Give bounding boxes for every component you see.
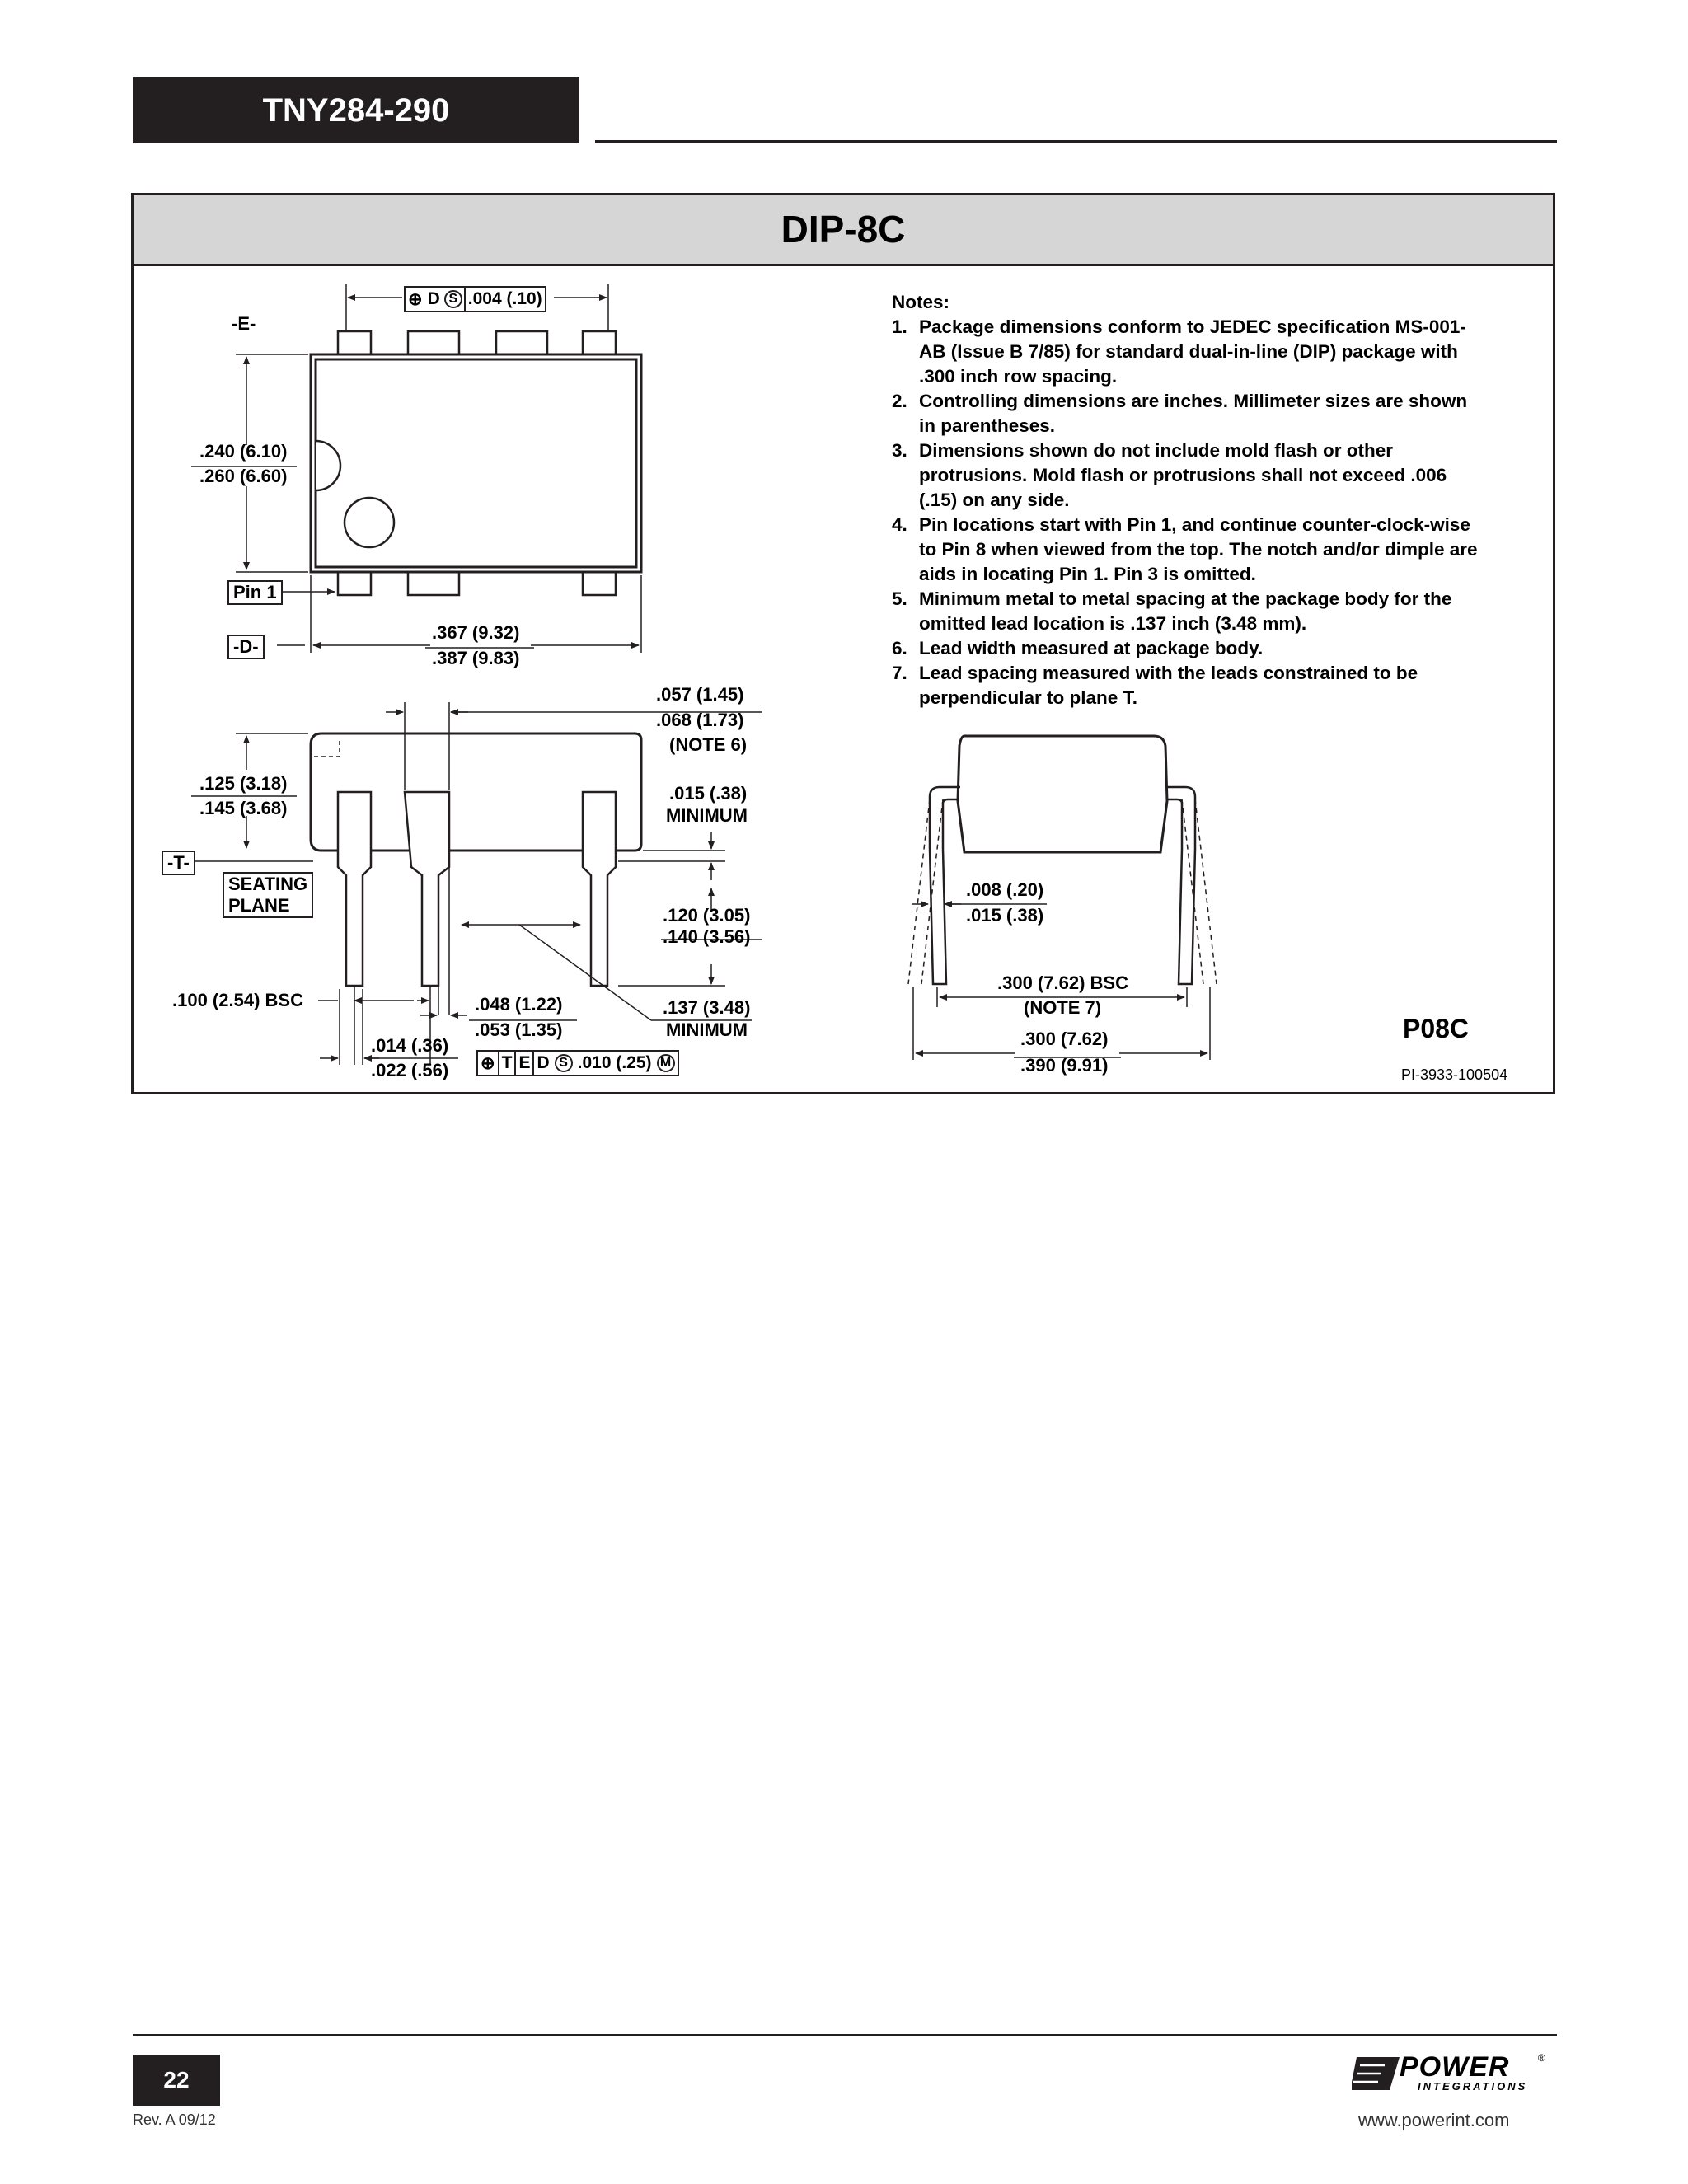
notes-list <box>892 315 1485 710</box>
position-tolerance-icon: ⊕ <box>481 1053 495 1073</box>
note-item: 1. Package dimensions conform to JEDEC specification MS-001-AB (Issue B 7/85) for standard dual-in-line (DIP) package with .300 inch row spacing. <box>892 316 1466 387</box>
lead-width-min-label: .057 (1.45) <box>656 684 744 705</box>
length-min-label: .367 (9.32) <box>432 622 520 643</box>
note-item: 7. Lead spacing measured with the leads constrained to be perpendicular to plane T. <box>892 663 1418 708</box>
row-spacing-label: .300 (7.62) BSC <box>997 972 1128 993</box>
power-integrations-logo <box>1352 2052 1550 2095</box>
position-tolerance-icon: ⊕ <box>408 289 423 309</box>
width-min-label: .240 (6.10) <box>199 441 288 462</box>
gap-min-label: .137 (3.48) <box>663 997 751 1018</box>
row-spacing-note-label: (NOTE 7) <box>1024 997 1102 1018</box>
datum-d-label: -D- <box>227 635 265 659</box>
logo-registered-mark: ® <box>1538 2052 1545 2064</box>
document-title: TNY284-290 <box>262 92 450 129</box>
fcf-datum-t: T <box>498 1052 515 1075</box>
fcf-datum-e: E <box>514 1052 532 1075</box>
note-item: 3. Dimensions shown do not include mold flash or other protrusions. Mold flash or protrusions shall not exceed .006 (.15) on any side. <box>892 440 1447 510</box>
note-item: 5. Minimum metal to metal spacing at the package body for the omitted lead location is .137 inch (3.48 mm). <box>892 588 1452 634</box>
fcf-modifier-m: M <box>654 1052 678 1075</box>
fcf-tolerance: .010 (.25) <box>577 1053 652 1072</box>
standoff-min-label: .015 (.38) <box>669 783 748 804</box>
note-item: 4. Pin locations start with Pin 1, and continue counter-clock-wise to Pin 8 when viewed from the top. The notch and/or dimple are aids in locating Pin 1. Pin 3 is omitted. <box>892 514 1478 584</box>
datum-e-label: -E- <box>232 313 256 334</box>
length-max-label: .387 (9.83) <box>432 648 520 668</box>
lead-length-max-label: .140 (3.56) <box>663 926 751 947</box>
note-item: 6. Lead width measured at package body. <box>892 638 1264 658</box>
notes-heading: Notes: <box>892 292 950 312</box>
body-height-max-label: .145 (3.68) <box>199 798 288 818</box>
fcf-tolerance: .004 (.10) <box>464 288 545 311</box>
pitch-label: .100 (2.54) BSC <box>172 990 303 1010</box>
lead-length-min-label: .120 (3.05) <box>663 905 751 926</box>
website-url: www.powerint.com <box>1358 2110 1510 2130</box>
package-title: DIP-8C <box>781 208 906 251</box>
thickness-max-label: .015 (.38) <box>966 905 1044 926</box>
datum-t-label: -T- <box>162 851 195 875</box>
body-height-min-label: .125 (3.18) <box>199 773 288 794</box>
footer-rule <box>133 2034 1557 2036</box>
top-feature-control-frame <box>404 286 546 312</box>
drawing-reference: PI-3933-100504 <box>1401 1066 1508 1083</box>
notes-block <box>892 290 1485 710</box>
lead-diameter-max-label: .022 (.56) <box>371 1060 449 1080</box>
width-max-label: .260 (6.60) <box>199 466 288 486</box>
pin1-label: Pin 1 <box>227 580 283 605</box>
fcf-datum-d: D <box>427 289 440 308</box>
lead-width-max-label: .068 (1.73) <box>656 710 744 730</box>
span-min-label: .300 (7.62) <box>1020 1029 1109 1049</box>
span-max-label: .390 (9.91) <box>1020 1055 1109 1076</box>
side-feature-control-frame <box>476 1050 679 1076</box>
fcf-datum-d: D <box>532 1052 551 1075</box>
logo-main-text: POWER <box>1400 2051 1510 2083</box>
standoff-note-label: MINIMUM <box>666 805 748 826</box>
fcf-modifier-s: S <box>552 1052 575 1075</box>
shoulder-max-label: .053 (1.35) <box>475 1019 563 1040</box>
page-number: 22 <box>133 2055 220 2106</box>
fcf-modifier-s: S <box>443 288 464 311</box>
lead-diameter-min-label: .014 (.36) <box>371 1035 449 1056</box>
logo-sub-text: INTEGRATIONS <box>1418 2080 1528 2093</box>
gap-note-label: MINIMUM <box>666 1019 748 1040</box>
revision-label: Rev. A 09/12 <box>133 2111 216 2128</box>
shoulder-min-label: .048 (1.22) <box>475 994 563 1015</box>
thickness-min-label: .008 (.20) <box>966 879 1044 900</box>
note-item: 2. Controlling dimensions are inches. Millimeter sizes are shown in parentheses. <box>892 391 1468 436</box>
lead-width-note-label: (NOTE 6) <box>669 734 748 755</box>
package-code: P08C <box>1403 1014 1470 1043</box>
seating-plane-label: SEATING PLANE <box>223 872 313 918</box>
